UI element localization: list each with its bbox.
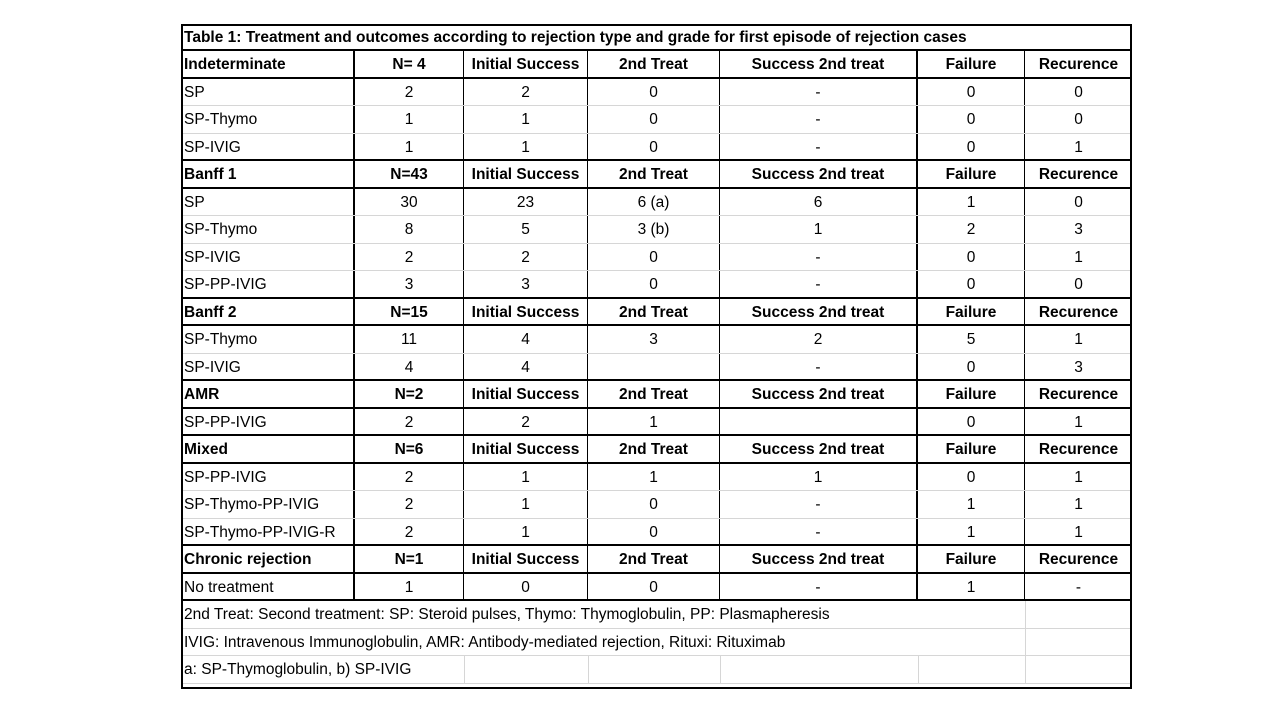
cell-category: SP-Thymo — [181, 216, 355, 243]
header-failure: Failure — [918, 299, 1025, 325]
cell-category: SP-Thymo-PP-IVIG — [181, 491, 355, 518]
header-success-second-treat: Success 2nd treat — [720, 436, 918, 462]
cell-category: No treatment — [181, 574, 355, 600]
footnote-row — [181, 629, 1132, 657]
cell-second-treat: 0 — [588, 106, 720, 133]
section-header-row — [181, 161, 1132, 189]
table-row — [181, 326, 1132, 354]
cell-failure: 0 — [918, 354, 1025, 380]
header-initial-success: Initial Success — [464, 546, 588, 572]
table-row — [181, 244, 1132, 272]
cell-success-second-treat: - — [720, 271, 918, 297]
header-n: N=15 — [355, 299, 464, 325]
table-row — [181, 464, 1132, 492]
cell-category: SP-IVIG — [181, 354, 355, 380]
section-header-row — [181, 546, 1132, 574]
cell-category: SP-IVIG — [181, 244, 355, 271]
header-success-second-treat: Success 2nd treat — [720, 51, 918, 77]
cell-failure: 2 — [918, 216, 1025, 243]
cell-n: 11 — [355, 326, 464, 353]
table-row — [181, 491, 1132, 519]
cell-n: 1 — [355, 106, 464, 133]
cell-recurrence: 1 — [1074, 496, 1083, 513]
cell-n: 8 — [355, 216, 464, 243]
cell-category: SP-Thymo — [181, 106, 355, 133]
header-second-treat: 2nd Treat — [588, 546, 720, 572]
header-recurrence: Recurence — [1038, 166, 1119, 183]
header-n: N=2 — [355, 381, 464, 407]
cell-initial-success: 1 — [464, 464, 588, 491]
cell-success-second-treat: - — [720, 134, 918, 160]
header-recurrence: Recurence — [1038, 56, 1119, 73]
header-initial-success: Initial Success — [464, 381, 588, 407]
table-title: Table 1: Treatment and outcomes according to rejection type and grade for first episode of rejection cases — [184, 29, 967, 46]
cell-category: SP-Thymo — [181, 326, 355, 353]
cell-success-second-treat: 6 — [720, 189, 918, 216]
cell-n: 1 — [355, 134, 464, 160]
table-row — [181, 271, 1132, 299]
cell-success-second-treat: 1 — [720, 464, 918, 491]
footnote-row — [181, 601, 1132, 629]
table-row — [181, 106, 1132, 134]
spreadsheet-table — [181, 24, 1132, 689]
header-category: AMR — [181, 381, 355, 407]
table-row — [181, 79, 1132, 107]
cell-initial-success: 2 — [464, 244, 588, 271]
footnote-text: IVIG: Intravenous Immunoglobulin, AMR: Antibody-mediated rejection, Rituxi: Rituximab — [184, 633, 786, 651]
table-row — [181, 189, 1132, 217]
header-second-treat: 2nd Treat — [588, 161, 720, 187]
gridline — [1025, 601, 1026, 684]
cell-initial-success: 4 — [464, 354, 588, 380]
cell-category: SP-Thymo-PP-IVIG-R — [181, 519, 355, 545]
cell-category: SP-PP-IVIG — [181, 409, 355, 435]
cell-second-treat: 1 — [588, 409, 720, 435]
cell-second-treat: 0 — [588, 574, 720, 600]
footnote-row — [181, 656, 1132, 684]
cell-success-second-treat: - — [720, 491, 918, 518]
header-second-treat: 2nd Treat — [588, 299, 720, 325]
cell-initial-success: 1 — [464, 491, 588, 518]
section-header-row — [181, 51, 1132, 79]
gridline — [588, 656, 589, 684]
header-category: Indeterminate — [181, 51, 355, 77]
cell-category: SP — [181, 79, 355, 106]
cell-recurrence: 1 — [1074, 248, 1083, 266]
header-initial-success: Initial Success — [464, 161, 588, 187]
cell-success-second-treat: - — [720, 244, 918, 271]
header-initial-success: Initial Success — [464, 51, 588, 77]
gridline — [918, 656, 919, 684]
cell-second-treat: 0 — [588, 491, 720, 518]
header-n: N=1 — [355, 546, 464, 572]
cell-n: 4 — [355, 354, 464, 380]
table-row — [181, 134, 1132, 162]
header-success-second-treat: Success 2nd treat — [720, 546, 918, 572]
cell-category: SP — [181, 189, 355, 216]
cell-second-treat: 3 — [588, 326, 720, 353]
cell-success-second-treat: - — [720, 354, 918, 380]
header-category: Banff 1 — [181, 161, 355, 187]
cell-recurrence: 1 — [1074, 468, 1083, 486]
cell-initial-success: 5 — [464, 216, 588, 243]
cell-success-second-treat: 1 — [720, 216, 918, 243]
cell-second-treat: 0 — [588, 519, 720, 545]
header-second-treat: 2nd Treat — [588, 381, 720, 407]
header-category: Banff 2 — [181, 299, 355, 325]
header-recurrence: Recurence — [1038, 303, 1119, 321]
cell-second-treat — [588, 354, 720, 380]
cell-failure: 0 — [918, 244, 1025, 271]
cell-second-treat: 0 — [588, 79, 720, 106]
section-header-row — [181, 436, 1132, 464]
cell-initial-success: 1 — [464, 106, 588, 133]
cell-failure: 1 — [918, 574, 1025, 600]
cell-category: SP-PP-IVIG — [181, 464, 355, 491]
table-row — [181, 354, 1132, 382]
cell-success-second-treat: 2 — [720, 326, 918, 353]
cell-initial-success: 4 — [464, 326, 588, 353]
cell-success-second-treat — [720, 409, 918, 435]
cell-initial-success: 3 — [464, 271, 588, 297]
cell-failure: 0 — [918, 79, 1025, 106]
cell-recurrence: 1 — [1074, 331, 1083, 348]
cell-initial-success: 23 — [464, 189, 588, 216]
cell-recurrence: 1 — [1074, 138, 1083, 156]
cell-recurrence: 0 — [1074, 83, 1083, 101]
table-row — [181, 409, 1132, 437]
header-failure: Failure — [918, 381, 1025, 407]
header-initial-success: Initial Success — [464, 436, 588, 462]
header-second-treat: 2nd Treat — [588, 436, 720, 462]
cell-failure: 0 — [918, 106, 1025, 133]
header-recurrence: Recurence — [1038, 441, 1119, 458]
header-success-second-treat: Success 2nd treat — [720, 161, 918, 187]
cell-recurrence: 1 — [1074, 523, 1083, 541]
cell-n: 3 — [355, 271, 464, 297]
cell-initial-success: 0 — [464, 574, 588, 600]
header-recurrence: Recurence — [1038, 386, 1119, 403]
header-success-second-treat: Success 2nd treat — [720, 299, 918, 325]
section-header-row — [181, 381, 1132, 409]
cell-second-treat: 0 — [588, 134, 720, 160]
cell-success-second-treat: - — [720, 519, 918, 545]
header-second-treat: 2nd Treat — [588, 51, 720, 77]
section-header-row — [181, 299, 1132, 327]
gridline — [720, 656, 721, 684]
cell-second-treat: 0 — [588, 271, 720, 297]
cell-recurrence: 1 — [1074, 413, 1083, 431]
cell-failure: 0 — [918, 409, 1025, 435]
header-success-second-treat: Success 2nd treat — [720, 381, 918, 407]
footnote-text: a: SP-Thymoglobulin, b) SP-IVIG — [184, 661, 412, 678]
cell-n: 1 — [355, 574, 464, 600]
cell-recurrence: 0 — [1074, 111, 1083, 128]
cell-recurrence: 0 — [1074, 276, 1083, 293]
table-row — [181, 574, 1132, 602]
cell-failure: 0 — [918, 464, 1025, 491]
header-initial-success: Initial Success — [464, 299, 588, 325]
header-failure: Failure — [918, 546, 1025, 572]
header-failure: Failure — [918, 436, 1025, 462]
cell-failure: 0 — [918, 271, 1025, 297]
cell-second-treat: 6 (a) — [588, 189, 720, 216]
cell-n: 2 — [355, 244, 464, 271]
header-failure: Failure — [918, 161, 1025, 187]
cell-n: 2 — [355, 491, 464, 518]
cell-n: 2 — [355, 519, 464, 545]
header-n: N= 4 — [355, 51, 464, 77]
cell-success-second-treat: - — [720, 106, 918, 133]
table-row — [181, 216, 1132, 244]
cell-second-treat: 1 — [588, 464, 720, 491]
cell-recurrence: - — [1075, 578, 1082, 596]
header-n: N=43 — [355, 161, 464, 187]
header-n: N=6 — [355, 436, 464, 462]
gridline — [464, 656, 465, 684]
cell-category: SP-IVIG — [181, 134, 355, 160]
footnote-text: 2nd Treat: Second treatment: SP: Steroid pulses, Thymo: Thymoglobulin, PP: Plasmapheresis — [184, 606, 830, 623]
header-category: Chronic rejection — [181, 546, 355, 572]
cell-failure: 1 — [918, 519, 1025, 545]
cell-recurrence: 0 — [1074, 193, 1083, 211]
header-category: Mixed — [181, 436, 355, 462]
table-row — [181, 519, 1132, 547]
cell-initial-success: 1 — [464, 519, 588, 545]
cell-recurrence: 3 — [1074, 358, 1083, 376]
header-failure: Failure — [918, 51, 1025, 77]
cell-second-treat: 3 (b) — [588, 216, 720, 243]
cell-n: 2 — [355, 79, 464, 106]
cell-success-second-treat: - — [720, 574, 918, 600]
cell-initial-success: 2 — [464, 79, 588, 106]
cell-second-treat: 0 — [588, 244, 720, 271]
cell-failure: 1 — [918, 491, 1025, 518]
table-title-row — [181, 24, 1132, 51]
cell-category: SP-PP-IVIG — [181, 271, 355, 297]
cell-failure: 0 — [918, 134, 1025, 160]
cell-initial-success: 1 — [464, 134, 588, 160]
cell-n: 2 — [355, 409, 464, 435]
header-recurrence: Recurence — [1038, 551, 1119, 568]
cell-initial-success: 2 — [464, 409, 588, 435]
cell-n: 2 — [355, 464, 464, 491]
cell-failure: 1 — [918, 189, 1025, 216]
cell-recurrence: 3 — [1074, 221, 1083, 238]
cell-failure: 5 — [918, 326, 1025, 353]
cell-n: 30 — [355, 189, 464, 216]
cell-success-second-treat: - — [720, 79, 918, 106]
